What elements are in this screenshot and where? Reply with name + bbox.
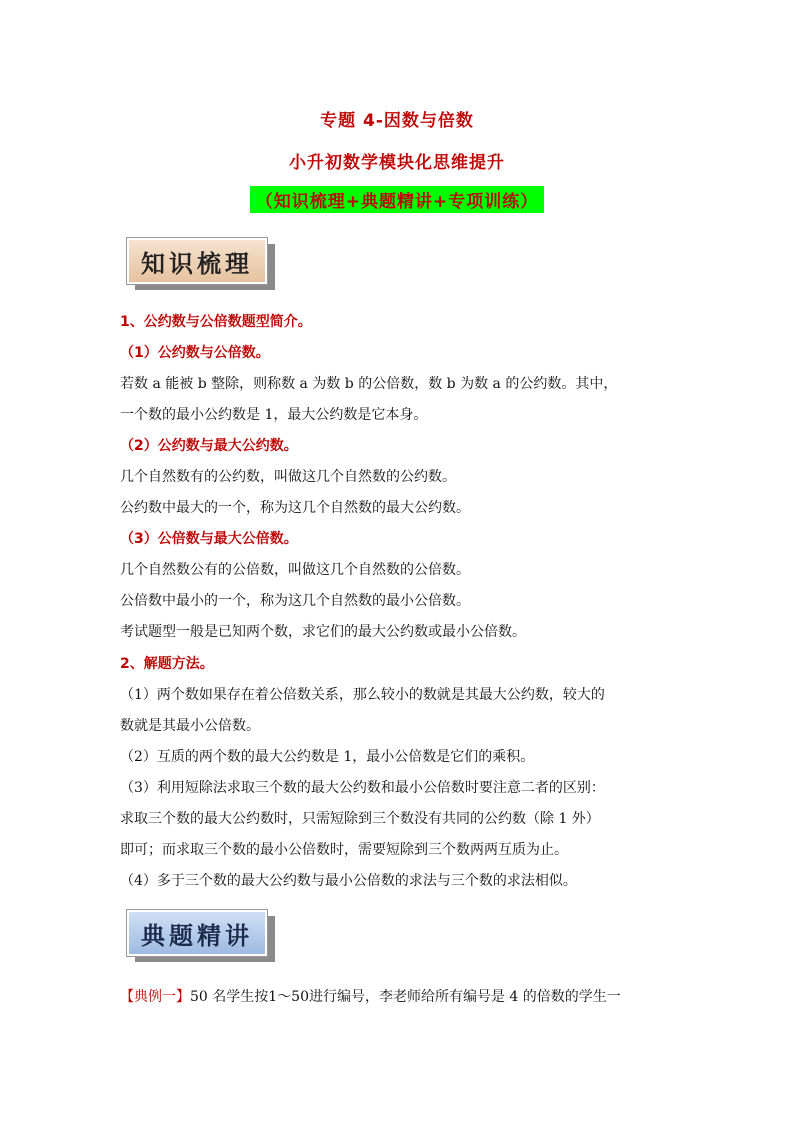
- paragraph-line: （2）互质的两个数的最大公约数是 1，最小公倍数是它们的乘积。: [120, 749, 535, 765]
- paragraph-line: 几个自然数有的公约数，叫做这几个自然数的公约数。: [120, 469, 456, 485]
- knowledge-banner: [127, 238, 267, 284]
- section-1-heading: 1、公约数与公倍数题型简介。: [120, 314, 312, 330]
- paragraph-line: （1）两个数如果存在着公倍数关系，那么较小的数就是其最大公约数，较大的: [120, 687, 605, 703]
- paragraph-line: 一个数的最小公约数是 1，最大公约数是它本身。: [120, 407, 428, 423]
- tagline-wrapper: [0, 186, 794, 213]
- section-2-heading: 2、解题方法。: [120, 656, 214, 672]
- paragraph-line: 几个自然数公有的公倍数，叫做这几个自然数的公倍数。: [120, 562, 470, 578]
- section-1-2-heading: （2）公约数与最大公约数。: [120, 438, 298, 454]
- highlighted-tagline: （知识梳理+典题精讲+专项训练）: [250, 186, 545, 213]
- paragraph-line: 数就是其最小公倍数。: [120, 718, 260, 734]
- paragraph-line: （4）多于三个数的最大公约数与最小公倍数的求法与三个数的求法相似。: [120, 873, 577, 889]
- examples-banner-label: 典题精讲: [127, 910, 267, 956]
- document-title: 专题 4-因数与倍数: [320, 111, 474, 131]
- examples-banner: [127, 910, 267, 956]
- paragraph-line: 若数 a 能被 b 整除，则称数 a 为数 b 的公倍数，数 b 为数 a 的公约数。其中，: [120, 376, 618, 392]
- paragraph-line: 公倍数中最小的一个，称为这几个自然数的最小公倍数。: [120, 593, 470, 609]
- paragraph-line: 公约数中最大的一个，称为这几个自然数的最大公约数。: [120, 500, 470, 516]
- paragraph-line: 考试题型一般是已知两个数，求它们的最大公约数或最小公倍数。: [120, 624, 526, 640]
- knowledge-banner-label: 知识梳理: [127, 238, 267, 284]
- paragraph-line: （3）利用短除法求取三个数的最大公约数和最小公倍数时要注意二者的区别：: [120, 780, 605, 796]
- example-label: 【典例一】: [120, 989, 190, 1005]
- section-1-1-heading: （1）公约数与公倍数。: [120, 345, 270, 361]
- paragraph-line: 即可；而求取三个数的最小公倍数时，需要短除到三个数两两互质为止。: [120, 842, 568, 858]
- example-1-line: [120, 987, 680, 1007]
- paragraph-line: 求取三个数的最大公约数时，只需短除到三个数没有共同的公约数（除 1 外）: [120, 811, 600, 827]
- document-subtitle: 小升初数学模块化思维提升: [289, 153, 505, 173]
- section-1-3-heading: （3）公倍数与最大公倍数。: [120, 531, 298, 547]
- example-text: 50 名学生按1～50进行编号，李老师给所有编号是 4 的倍数的学生一: [190, 989, 621, 1005]
